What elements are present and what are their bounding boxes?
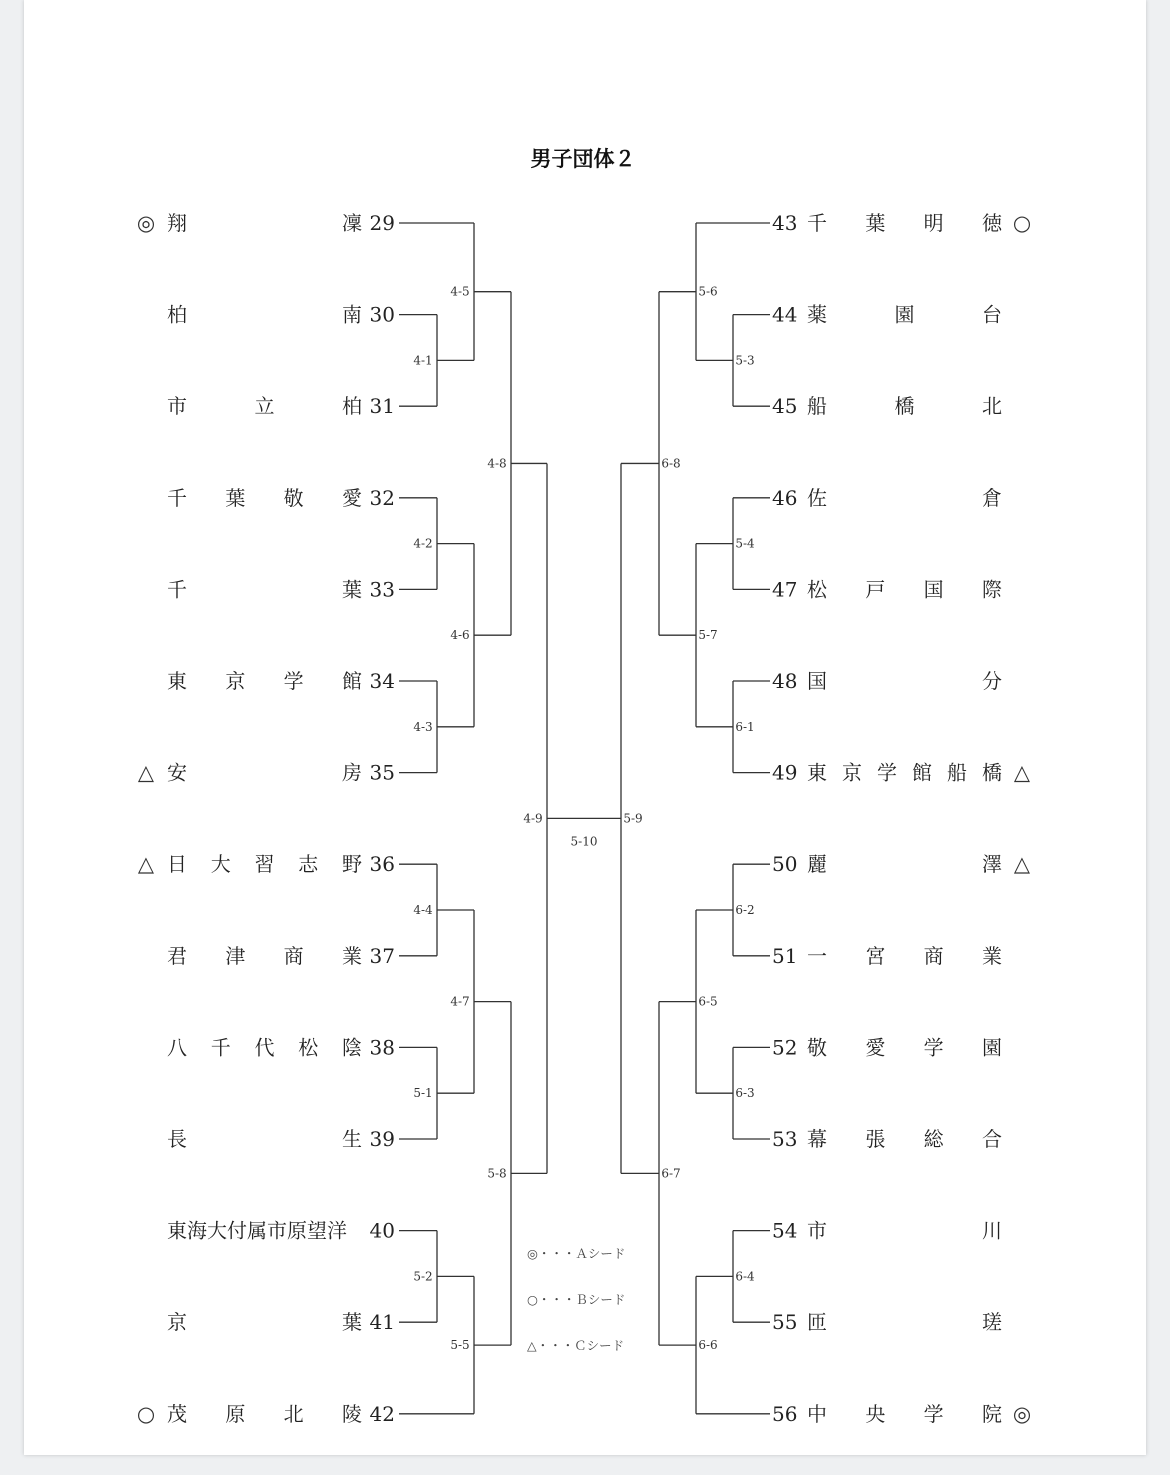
team-name-char: 千	[167, 485, 187, 510]
team-name-char: 志	[298, 852, 319, 877]
match-label: 5-5	[450, 1338, 470, 1353]
team-name-char: 葉	[865, 211, 886, 235]
team-name-char: 君	[167, 943, 187, 968]
team-name-char: 千	[167, 577, 187, 602]
team-name-char: 南	[342, 302, 362, 327]
match-label: 4-8	[487, 456, 507, 471]
team-number: 52	[772, 1035, 798, 1060]
team-name-char: 幕	[807, 1127, 827, 1151]
team-name-char: 園	[982, 1035, 1002, 1060]
team-name-char: 市	[807, 1218, 827, 1243]
match-label: 5-9	[623, 811, 643, 826]
team-name-char: 学	[877, 760, 897, 785]
team-name-char: 匝	[807, 1310, 827, 1335]
team-number: 46	[772, 485, 798, 510]
team-number: 38	[369, 1035, 395, 1060]
match-label: 5-6	[698, 284, 718, 299]
team-name-char: 大	[210, 852, 231, 877]
team-name-char: 分	[982, 669, 1002, 693]
team-number: 35	[369, 760, 395, 785]
team-number: 49	[772, 760, 798, 785]
team-name-char: 京	[842, 760, 862, 785]
match-label: 4-6	[450, 628, 470, 643]
team-name-char: 市	[167, 394, 187, 419]
match-label: 6-6	[698, 1338, 718, 1353]
match-label: 6-7	[661, 1166, 681, 1181]
team-name-char: 東	[167, 669, 187, 693]
team-number: 29	[369, 211, 395, 235]
team-number: 53	[772, 1127, 798, 1151]
team-name-char: 商	[923, 943, 944, 968]
team-name-char: 張	[865, 1127, 886, 1151]
seed-mark: △	[137, 852, 155, 877]
team-name-char: 京	[167, 1310, 187, 1335]
team-name-char: 敬	[283, 485, 304, 510]
team-name-char: 北	[283, 1401, 304, 1426]
team-name-char: 習	[254, 852, 275, 877]
team-name-char: 安	[167, 760, 187, 785]
team-name-char: 倉	[982, 485, 1002, 510]
match-label: 6-4	[735, 1269, 755, 1284]
team-name-char: 薬	[807, 302, 827, 327]
team-number: 36	[369, 852, 395, 877]
team-number: 41	[369, 1310, 395, 1335]
match-label: 4-7	[450, 994, 470, 1009]
document-page	[24, 0, 1146, 1455]
team-name-char: 愛	[865, 1035, 886, 1060]
team-name-char: 日	[167, 852, 187, 877]
team-number: 32	[369, 485, 395, 510]
team-name-char: 松	[298, 1035, 319, 1060]
bracket-lines	[399, 223, 770, 1414]
team-name-char: 国	[807, 669, 827, 693]
team-name-char: 麗	[807, 852, 827, 877]
team-name-char: 学	[923, 1401, 944, 1426]
match-label: 4-5	[450, 284, 470, 299]
team-number: 55	[772, 1310, 798, 1335]
team-name-char: 東海大付属市原望洋	[167, 1218, 347, 1243]
legend-item: ○・・・Ｂシード	[527, 1292, 626, 1307]
team-name-char: 園	[894, 302, 915, 327]
match-label: 5-4	[735, 536, 755, 551]
match-label: 5-1	[413, 1086, 433, 1101]
team-name-char: 船	[807, 394, 827, 419]
team-name-char: 館	[912, 760, 932, 785]
team-name-char: 北	[982, 394, 1002, 419]
match-label: 5-8	[487, 1166, 507, 1181]
team-number: 44	[772, 302, 798, 327]
match-label: 4-9	[523, 811, 543, 826]
team-name-char: 一	[807, 943, 827, 968]
team-number: 37	[369, 943, 395, 968]
team-name-char: 長	[167, 1127, 187, 1151]
team-name-char: 業	[342, 943, 362, 968]
match-label: 5-2	[413, 1269, 433, 1284]
seed-mark: △	[1013, 760, 1031, 785]
team-name-char: 津	[225, 943, 246, 968]
team-name-char: 原	[225, 1401, 246, 1426]
team-number: 56	[772, 1401, 798, 1426]
team-name-char: 商	[283, 943, 304, 968]
seed-mark: ◎	[1012, 1401, 1032, 1426]
legend-item: ◎・・・Ａシード	[527, 1246, 626, 1261]
seed-legend	[527, 1246, 625, 1353]
tournament-bracket	[24, 0, 1146, 1455]
seed-mark: △	[1013, 852, 1031, 877]
match-label: 6-1	[735, 719, 755, 734]
team-number: 47	[772, 577, 798, 602]
team-name-char: 敬	[807, 1035, 827, 1060]
match-label: 4-1	[413, 353, 433, 368]
team-number: 43	[772, 211, 798, 235]
team-name-char: 業	[982, 943, 1002, 968]
team-number: 34	[369, 669, 395, 693]
team-name-char: 葉	[342, 577, 362, 602]
seed-mark: ○	[1012, 211, 1032, 235]
team-number: 50	[772, 852, 798, 877]
team-name-char: 合	[982, 1127, 1002, 1151]
match-label: 6-5	[698, 994, 718, 1009]
team-name-char: 生	[342, 1127, 362, 1151]
team-name-char: 立	[254, 394, 275, 419]
team-name-char: 茂	[167, 1401, 187, 1426]
match-label: 5-7	[698, 628, 718, 643]
team-number: 30	[369, 302, 395, 327]
page-title: 男子団体２	[530, 146, 636, 171]
team-name-char: 翔	[167, 211, 187, 235]
team-name-char: 戸	[865, 577, 886, 602]
match-label: 4-3	[413, 719, 433, 734]
team-name-char: 橋	[894, 394, 915, 419]
team-name-char: 徳	[982, 211, 1002, 235]
team-number: 51	[772, 943, 798, 968]
team-name-char: 院	[982, 1401, 1002, 1426]
match-label: 4-4	[413, 903, 433, 917]
team-name-char: 葉	[225, 485, 246, 510]
match-label: 6-8	[661, 456, 681, 471]
team-name-char: 館	[342, 669, 362, 693]
team-name-char: 京	[225, 669, 246, 693]
team-name-char: 中	[807, 1401, 827, 1426]
match-label: 4-2	[413, 536, 433, 551]
seed-mark: ◎	[136, 211, 156, 235]
match-label: 5-10	[570, 834, 598, 849]
team-name-char: 国	[923, 577, 944, 602]
team-number: 54	[772, 1218, 798, 1243]
team-name-char: 橋	[982, 760, 1002, 785]
team-name-char: 松	[807, 577, 827, 602]
team-name-char: 台	[982, 302, 1002, 327]
team-name-char: 瑳	[982, 1310, 1002, 1335]
seed-mark: △	[137, 760, 155, 785]
team-name-char: 愛	[342, 485, 362, 510]
team-number: 40	[369, 1218, 395, 1243]
match-label: 6-2	[735, 903, 755, 917]
team-name-char: 凜	[342, 211, 362, 235]
team-name-char: 総	[923, 1127, 944, 1151]
team-name-char: 房	[342, 760, 362, 785]
team-number: 48	[772, 669, 798, 693]
team-number: 39	[369, 1127, 395, 1151]
seed-mark: ○	[136, 1401, 156, 1426]
team-number: 33	[369, 577, 395, 602]
team-name-char: 佐	[807, 485, 827, 510]
team-name-char: 川	[982, 1218, 1002, 1243]
team-name-char: 陵	[342, 1401, 362, 1426]
team-name-char: 柏	[167, 302, 187, 327]
team-name-char: 柏	[342, 394, 362, 419]
team-name-char: 野	[342, 852, 362, 877]
team-name-char: 学	[923, 1035, 944, 1060]
match-label: 6-3	[735, 1086, 755, 1101]
team-name-char: 千	[807, 211, 827, 235]
team-name-char: 学	[283, 669, 304, 693]
team-name-char: 明	[923, 211, 944, 235]
team-name-char: 八	[167, 1035, 187, 1060]
team-name-char: 際	[982, 577, 1002, 602]
team-name-char: 陰	[342, 1035, 362, 1060]
team-number: 31	[369, 394, 395, 419]
team-name-char: 葉	[342, 1310, 362, 1335]
team-name-char: 宮	[865, 943, 886, 968]
team-name-char: 代	[254, 1035, 275, 1060]
match-label: 5-3	[735, 353, 755, 368]
legend-item: △・・・Ｃシード	[527, 1338, 625, 1353]
team-name-char: 千	[210, 1035, 231, 1060]
team-name-char: 東	[807, 760, 827, 785]
team-number: 45	[772, 394, 798, 419]
team-name-char: 央	[865, 1401, 886, 1426]
team-number: 42	[369, 1401, 395, 1426]
team-name-char: 船	[947, 760, 967, 785]
team-name-char: 澤	[982, 852, 1002, 877]
